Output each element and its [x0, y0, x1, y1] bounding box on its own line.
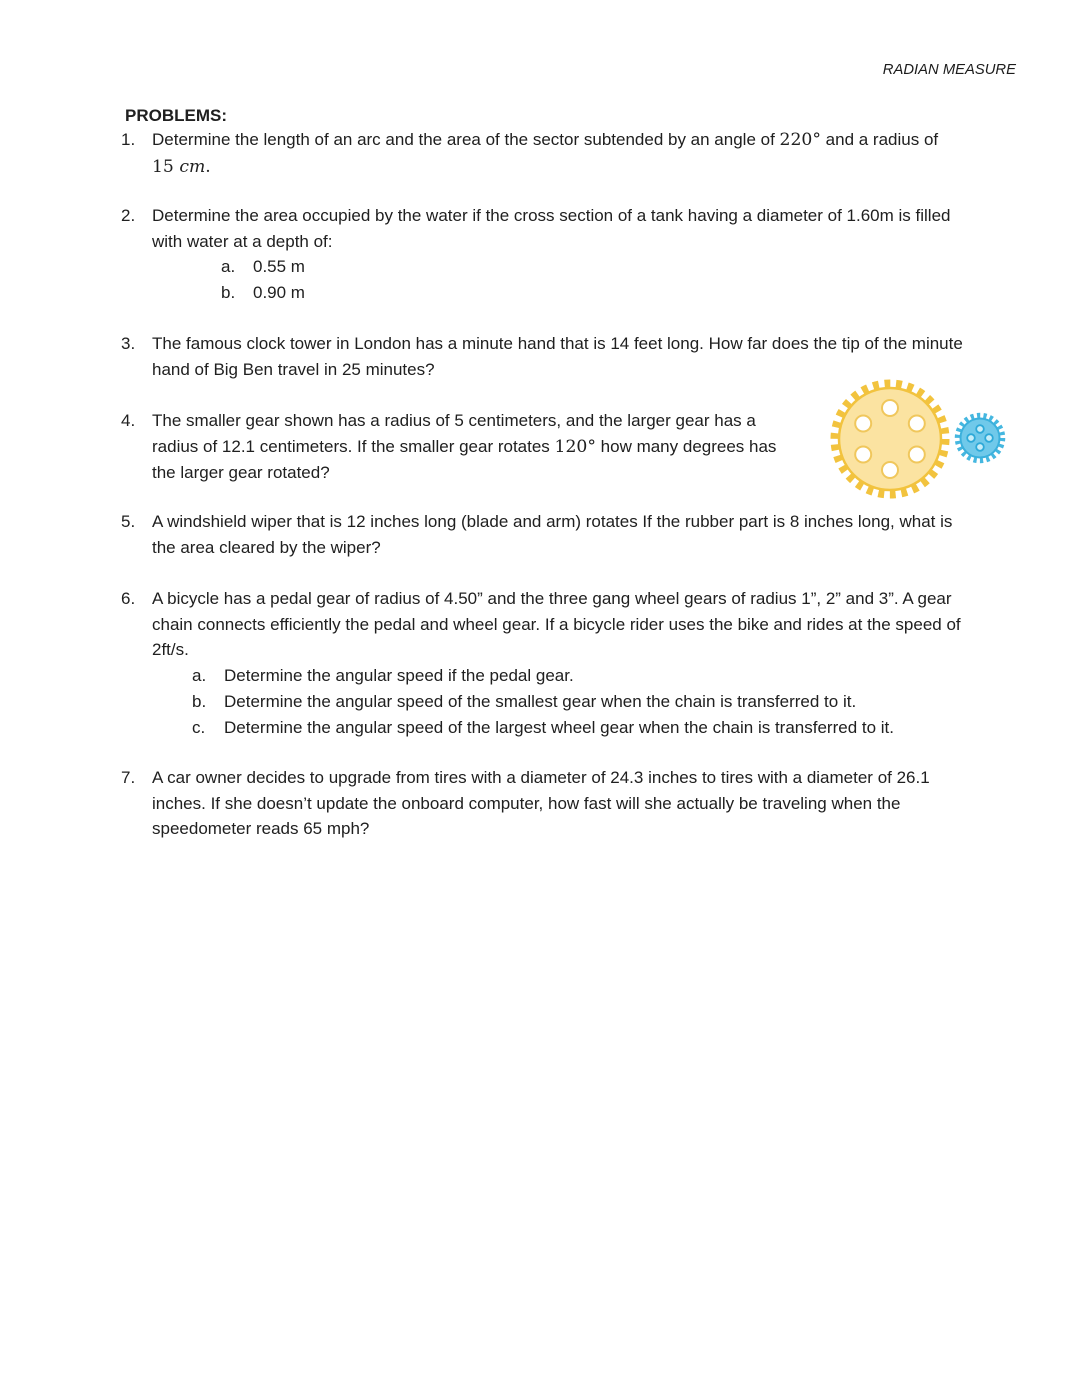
sub-item-text: Determine the angular speed if the pedal gear.	[224, 666, 574, 686]
large-gear	[835, 384, 945, 494]
problem-1	[121, 127, 1016, 180]
gear-hole	[976, 425, 984, 433]
sub-item-text: Determine the angular speed of the smallest gear when the chain is transferred to it.	[224, 691, 857, 711]
sub-item-label: b.	[221, 283, 236, 303]
gear-hole	[855, 416, 871, 432]
gear-hole	[882, 400, 898, 416]
problem-number: 1.	[121, 130, 136, 149]
gear-hole	[855, 447, 871, 463]
sub-item-text: Determine the angular speed of the largest wheel gear when the chain is transferred to it.	[224, 717, 894, 737]
problem-text-line: with water at a depth of:	[152, 231, 333, 251]
problem-text-line: Determine the area occupied by the water if the cross section of a tank having a diameter of 1.60m is filled	[152, 206, 951, 225]
sub-item-label: a.	[221, 257, 236, 277]
problem-text-segment: how many degrees has	[595, 436, 777, 456]
problem-text	[152, 331, 1016, 382]
problem-text-line: The smaller gear shown has a radius of 5 centimeters, and the larger gear has a	[152, 411, 756, 430]
sub-item-label: c.	[192, 717, 206, 737]
gear-hole	[985, 434, 993, 442]
problem-text-line: inches. If she doesn’t update the onboard computer, how fast will she actually be traveling when the	[152, 793, 901, 813]
problem-number: 3.	[121, 334, 136, 353]
problem-5	[121, 509, 1016, 560]
sub-item-text: 0.55 m	[253, 257, 305, 277]
gear-hole	[967, 434, 975, 442]
sub-item-label: a.	[192, 666, 207, 686]
problem-text	[152, 203, 1016, 306]
problem-text-line: the area cleared by the wiper?	[152, 537, 381, 557]
problem-text-line: hand of Big Ben travel in 25 minutes?	[152, 359, 435, 379]
sub-item-label: b.	[192, 691, 207, 711]
problem-number: 2.	[121, 206, 136, 225]
sub-item-c	[192, 715, 1016, 741]
gear-hole	[909, 447, 925, 463]
small-gear	[958, 416, 1003, 461]
problem-text-line: speedometer reads 65 mph?	[152, 819, 370, 839]
math-radius-value: 15	[152, 156, 180, 177]
math-unit: cm	[179, 156, 206, 177]
problem-text	[152, 127, 1016, 180]
problem-text-segment: and a radius of	[820, 130, 939, 149]
gear-hole	[882, 462, 898, 478]
problem-2	[121, 203, 1016, 306]
problem-text-line: A bicycle has a pedal gear of radius of 4.50” and the three gang wheel gears of radius 1”, 2” and 3”. A gear	[152, 589, 952, 608]
problem-number: 4.	[121, 411, 136, 430]
problem-text	[152, 509, 1016, 560]
problem-number: 7.	[121, 768, 136, 787]
problem-text	[152, 586, 1016, 740]
problem-number: 5.	[121, 512, 136, 531]
sub-item-b	[221, 280, 1016, 306]
sub-item-text: 0.90 m	[253, 283, 305, 303]
gear-hole	[976, 443, 984, 451]
sub-item-a	[192, 663, 1016, 689]
math-period: .	[205, 156, 211, 177]
problem-text	[152, 765, 1016, 842]
problem-text-segment: radius of 12.1 centimeters. If the smaller gear rotates	[152, 436, 555, 456]
sub-item-b	[192, 689, 1016, 715]
problem-text-line: A car owner decides to upgrade from tires with a diameter of 24.3 inches to tires with a diameter of 26.1	[152, 768, 930, 787]
problem-7	[121, 765, 1016, 842]
problem-text-line: The famous clock tower in London has a minute hand that is 14 feet long. How far does the tip of the minute	[152, 334, 963, 353]
math-angle-value: 120°	[554, 436, 596, 457]
problem-text	[152, 408, 821, 486]
problem-number: 6.	[121, 589, 136, 608]
math-angle-value: 220°	[779, 130, 821, 150]
problem-4	[121, 408, 821, 486]
gears-illustration	[829, 376, 1011, 502]
problem-3	[121, 331, 1016, 382]
gear-hole	[909, 416, 925, 432]
problem-text-line: 2ft/s.	[152, 640, 189, 660]
problem-text-line: chain connects efficiently the pedal and wheel gear. If a bicycle rider uses the bike and rides at the speed of	[152, 614, 961, 634]
problem-text-line: A windshield wiper that is 12 inches long (blade and arm) rotates If the rubber part is 8 inches long, what is	[152, 512, 953, 531]
problem-text-segment: Determine the length of an arc and the area of the sector subtended by an angle of	[152, 130, 780, 149]
problem-text-line: the larger gear rotated?	[152, 463, 330, 483]
problem-6	[121, 586, 1016, 740]
problems-heading: PROBLEMS:	[125, 106, 227, 125]
sub-item-a	[221, 254, 1016, 280]
page-header-title: RADIAN MEASURE	[882, 62, 1016, 78]
problem-text-line	[152, 434, 821, 461]
